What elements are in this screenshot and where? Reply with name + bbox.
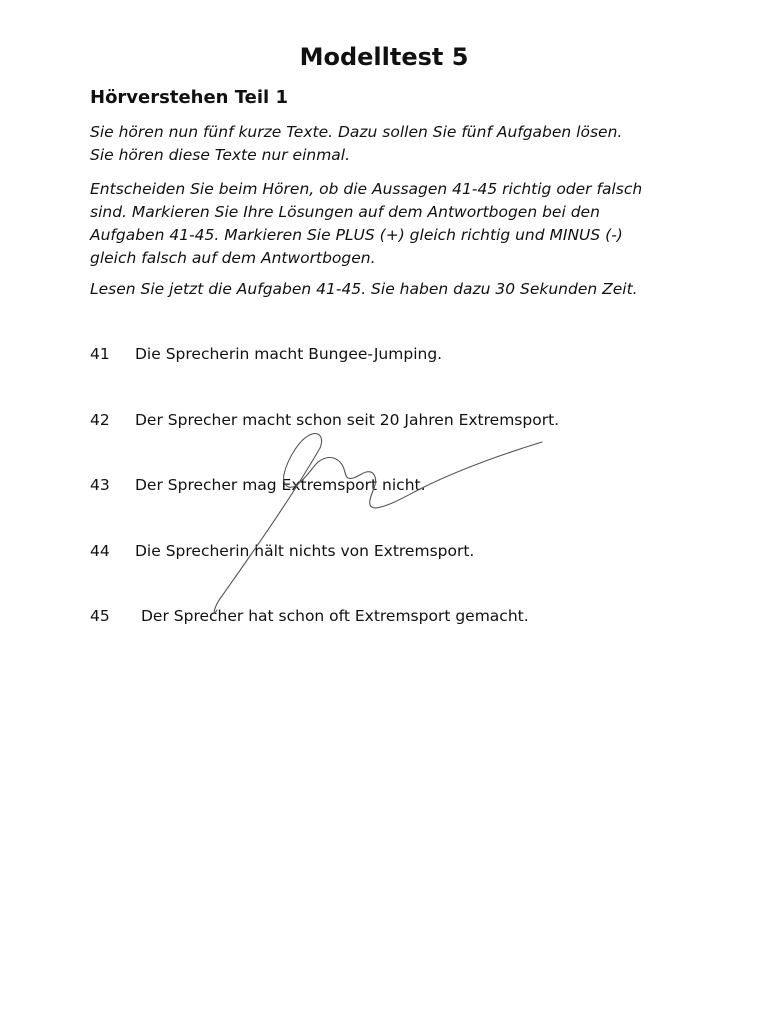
task-number: 42	[90, 411, 110, 429]
page-title: Modelltest 5	[299, 43, 469, 71]
instruction-line: Aufgaben 41-45. Markieren Sie PLUS (+) gleich richtig und MINUS (-)	[90, 226, 623, 244]
task-item-42	[90, 409, 559, 431]
instruction-line: Entscheiden Sie beim Hören, ob die Aussagen 41-45 richtig oder falsch	[90, 180, 643, 198]
task-statement: Die Sprecherin hält nichts von Extremsport.	[135, 542, 475, 560]
task-statement: Die Sprecherin macht Bungee-Jumping.	[135, 345, 443, 363]
instruction-paragraph-2	[90, 178, 690, 270]
instruction-paragraph-1	[90, 121, 690, 167]
instruction-line: sind. Markieren Sie Ihre Lösungen auf dem Antwortbogen bei den	[90, 203, 600, 221]
instruction-line: Lesen Sie jetzt die Aufgaben 41-45. Sie haben dazu 30 Sekunden Zeit.	[90, 280, 638, 298]
task-number: 44	[90, 542, 110, 560]
task-statement: Der Sprecher macht schon seit 20 Jahren Extremsport.	[135, 411, 560, 429]
instruction-line: Sie hören nun fünf kurze Texte. Dazu sollen Sie fünf Aufgaben lösen.	[90, 123, 623, 141]
task-statement: Der Sprecher mag Extremsport nicht.	[135, 476, 426, 494]
section-heading: Hörverstehen Teil 1	[90, 87, 288, 108]
task-item-45	[90, 605, 529, 627]
task-item-43	[90, 474, 426, 496]
task-number: 43	[90, 476, 110, 494]
task-item-41	[90, 343, 442, 365]
task-number: 45	[90, 607, 110, 625]
task-item-44	[90, 540, 474, 562]
instruction-paragraph-3	[90, 278, 690, 301]
instruction-line: Sie hören diese Texte nur einmal.	[90, 146, 351, 164]
instruction-line: gleich falsch auf dem Antwortbogen.	[90, 249, 376, 267]
task-statement: Der Sprecher hat schon oft Extremsport gemacht.	[141, 607, 529, 625]
task-number: 41	[90, 345, 110, 363]
